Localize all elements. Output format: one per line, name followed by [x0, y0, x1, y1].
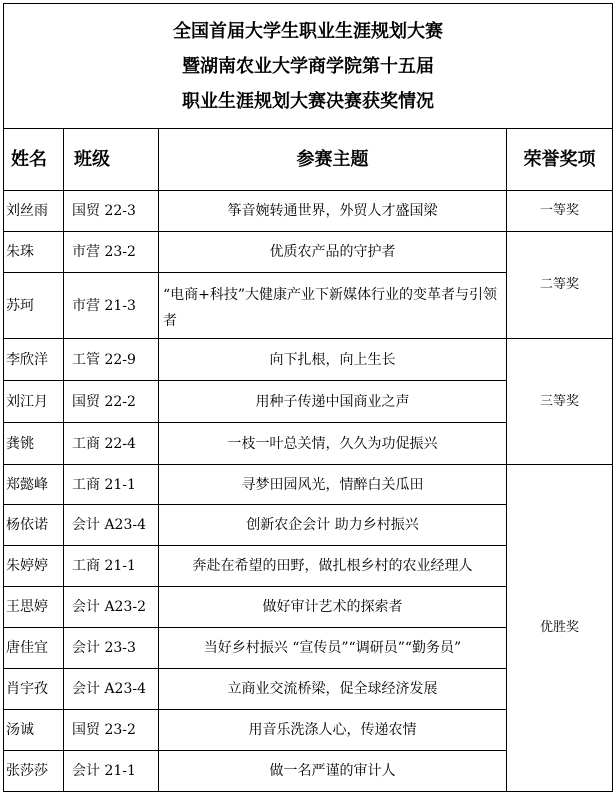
cell-class: 会计 23-3	[64, 628, 159, 669]
cell-topic: 筝音婉转通世界，外贸人才盛国梁	[159, 191, 507, 232]
cell-class: 市营 21-3	[64, 273, 159, 339]
table-row	[4, 465, 613, 505]
cell-name: 苏珂	[4, 273, 64, 339]
cell-topic: 立商业交流桥梁，促全球经济发展	[159, 669, 507, 710]
header-topic: 参赛主题	[159, 129, 507, 191]
cell-class: 工商 21-1	[64, 465, 159, 505]
table-row	[4, 232, 613, 273]
header-row	[4, 129, 613, 191]
cell-topic: 用种子传递中国商业之声	[159, 381, 507, 423]
cell-topic: “电商+科技”大健康产业下新媒体行业的变革者与引领者	[159, 273, 507, 339]
cell-class: 会计 A23-4	[64, 505, 159, 546]
title-line-2: 暨湖南农业大学商学院第十五届	[182, 55, 434, 77]
awards-table	[3, 3, 613, 792]
cell-name: 郑懿峰	[4, 465, 64, 505]
header-award: 荣誉奖项	[507, 129, 613, 191]
header-class: 班级	[64, 129, 159, 191]
title-line-1: 全国首届大学生职业生涯规划大赛	[173, 20, 443, 42]
cell-name: 肖宇孜	[4, 669, 64, 710]
cell-class: 国贸 22-2	[64, 381, 159, 423]
document-title	[4, 4, 613, 129]
table-row	[4, 339, 613, 381]
cell-class: 会计 A23-4	[64, 669, 159, 710]
cell-class: 国贸 22-3	[64, 191, 159, 232]
cell-class: 会计 21-1	[64, 751, 159, 792]
cell-name: 龚铫	[4, 423, 64, 465]
cell-name: 朱婷婷	[4, 546, 64, 587]
cell-topic: 创新农企会计 助力乡村振兴	[159, 505, 507, 546]
cell-topic: 当好乡村振兴 “宣传员”“调研员”“勤务员”	[159, 628, 507, 669]
table-row	[4, 191, 613, 232]
cell-topic: 寻梦田园风光，情醉白关瓜田	[159, 465, 507, 505]
cell-name: 李欣洋	[4, 339, 64, 381]
cell-topic: 奔赴在希望的田野，做扎根乡村的农业经理人	[159, 546, 507, 587]
cell-topic: 优质农产品的守护者	[159, 232, 507, 273]
cell-name: 朱珠	[4, 232, 64, 273]
cell-class: 工管 22-9	[64, 339, 159, 381]
cell-name: 刘江月	[4, 381, 64, 423]
cell-class: 市营 23-2	[64, 232, 159, 273]
header-name: 姓名	[4, 129, 64, 191]
cell-class: 会计 A23-2	[64, 587, 159, 628]
cell-topic: 一枝一叶总关情，久久为功促振兴	[159, 423, 507, 465]
cell-name: 唐佳宜	[4, 628, 64, 669]
cell-topic: 做一名严谨的审计人	[159, 751, 507, 792]
cell-class: 国贸 23-2	[64, 710, 159, 751]
cell-name: 杨依诺	[4, 505, 64, 546]
cell-topic: 做好审计艺术的探索者	[159, 587, 507, 628]
award-second-prize: 二等奖	[507, 232, 613, 339]
award-first-prize: 一等奖	[507, 191, 613, 232]
cell-name: 张莎莎	[4, 751, 64, 792]
cell-name: 王思婷	[4, 587, 64, 628]
award-third-prize: 三等奖	[507, 339, 613, 465]
award-merit-prize: 优胜奖	[507, 465, 613, 792]
cell-topic: 用音乐洗涤人心，传递农情	[159, 710, 507, 751]
title-line-3: 职业生涯规划大赛决赛获奖情况	[182, 90, 434, 112]
cell-topic: 向下扎根，向上生长	[159, 339, 507, 381]
cell-name: 刘丝雨	[4, 191, 64, 232]
cell-class: 工商 21-1	[64, 546, 159, 587]
cell-class: 工商 22-4	[64, 423, 159, 465]
cell-name: 汤诚	[4, 710, 64, 751]
